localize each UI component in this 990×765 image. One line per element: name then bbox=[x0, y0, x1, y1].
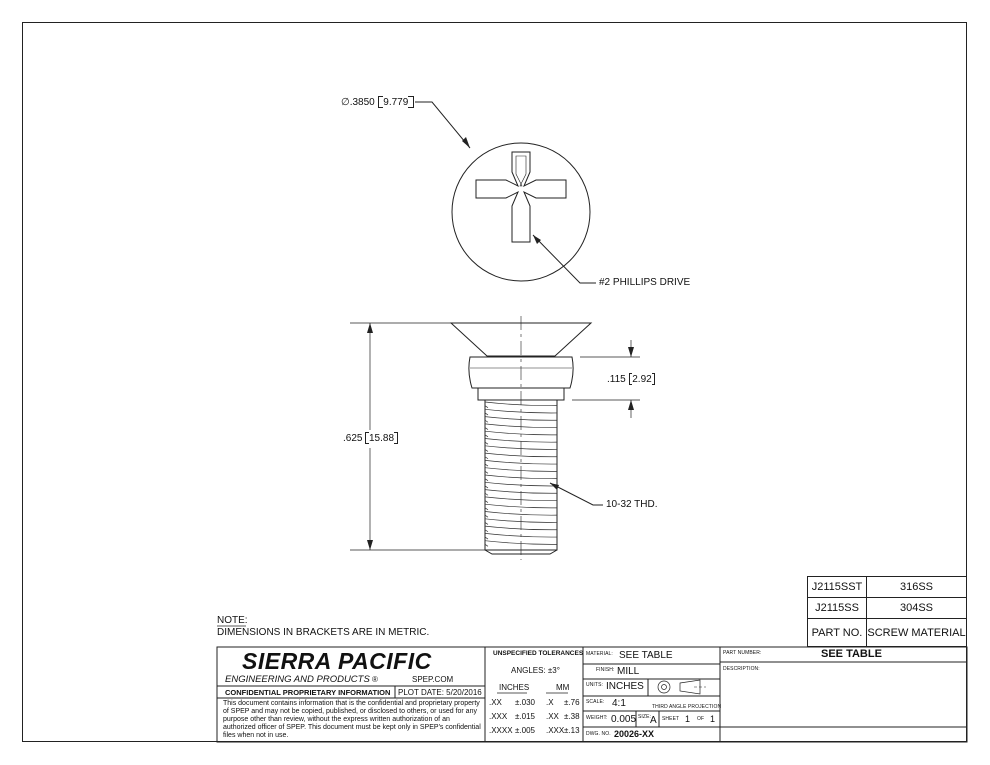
angles-tolerance: ANGLES: ±3° bbox=[511, 666, 560, 675]
size-label: SIZE: bbox=[638, 714, 652, 720]
head-diameter-label: ∅.3850 bbox=[341, 97, 375, 108]
tol-row-1-mm-val: ±.76 bbox=[564, 698, 580, 707]
confidential-heading: CONFIDENTIAL PROPRIETARY INFORMATION bbox=[225, 688, 391, 697]
drive-label: #2 PHILLIPS DRIVE bbox=[599, 277, 691, 288]
length-label: .625 bbox=[343, 433, 363, 444]
head-diameter-mm: 9.779 bbox=[383, 97, 409, 108]
note-heading: NOTE: bbox=[217, 615, 248, 626]
inches-heading: INCHES bbox=[499, 683, 530, 692]
note-text: DIMENSIONS IN BRACKETS ARE IN METRIC. bbox=[217, 627, 430, 638]
tol-row-2-mm-fmt: .XX bbox=[546, 712, 559, 721]
length-mm: 15.88 bbox=[368, 433, 395, 444]
projection-label: THIRD ANGLE PROJECTION bbox=[652, 704, 722, 710]
part-header-part: PART NO. bbox=[807, 618, 867, 647]
material-label: MATERIAL: bbox=[586, 651, 613, 657]
part-row-1-part: J2115SST bbox=[807, 576, 867, 598]
finish-value: MILL bbox=[617, 666, 640, 677]
thread-label: 10-32 THD. bbox=[606, 499, 658, 510]
tol-row-1-in-fmt: .XX bbox=[489, 698, 502, 707]
confidential-text: This document contains information that is the confidential and proprietary property of SPEP and may not be copied, published, or disclosed to others, or used for any purpose other than review, without the express written authorization of an authorized officer of SPEP. This document must be kept only in SPEP's confidential files when not in use. bbox=[223, 700, 481, 739]
dwg-value: 20026-XX bbox=[614, 729, 655, 739]
units-value: INCHES bbox=[606, 681, 644, 692]
tol-row-2-mm-val: ±.38 bbox=[564, 712, 580, 721]
of-value: 1 bbox=[710, 714, 716, 724]
tolerances-heading: UNSPECIFIED TOLERANCES bbox=[493, 650, 584, 657]
tol-row-2-in-val: ±.015 bbox=[515, 712, 535, 721]
part-number-label: PART NUMBER: bbox=[723, 650, 762, 656]
tol-row-1-mm-fmt: .X bbox=[546, 698, 554, 707]
part-row-2-material: 304SS bbox=[866, 597, 967, 619]
plot-date: PLOT DATE: 5/20/2016 bbox=[398, 688, 482, 697]
of-label: OF bbox=[697, 716, 705, 722]
size-value: A bbox=[650, 715, 657, 726]
company-website: SPEP.COM bbox=[412, 675, 454, 684]
company-subtitle-text: ENGINEERING AND PRODUCTS bbox=[225, 674, 370, 685]
units-label: UNITS: bbox=[586, 682, 603, 688]
dwg-label: DWG. NO. bbox=[586, 731, 611, 737]
tol-row-1-in-val: ±.030 bbox=[515, 698, 535, 707]
finish-label: FINISH: bbox=[596, 667, 615, 673]
tol-row-2-in-fmt: .XXX bbox=[489, 712, 508, 721]
part-row-1-material: 316SS bbox=[866, 576, 967, 598]
tol-row-3-in-val: ±.005 bbox=[515, 726, 535, 735]
sheet-label: SHEET bbox=[662, 716, 680, 722]
mm-heading: MM bbox=[556, 683, 570, 692]
company-name: SIERRA PACIFIC bbox=[242, 648, 432, 674]
tol-row-3-mm-fmt: .XXX bbox=[546, 726, 565, 735]
weight-label: WEIGHT: bbox=[586, 715, 608, 721]
head-height-mm: 2.92 bbox=[632, 374, 652, 385]
registered-mark: ® bbox=[371, 675, 378, 684]
part-row-2-part: J2115SS bbox=[807, 597, 867, 619]
scale-value: 4:1 bbox=[612, 698, 626, 709]
part-header-material: SCREW MATERIAL bbox=[866, 618, 967, 647]
company-subtitle bbox=[225, 674, 378, 685]
head-height-label: .115 bbox=[607, 374, 626, 385]
description-label: DESCRIPTION: bbox=[723, 666, 760, 672]
scale-label: SCALE: bbox=[586, 699, 605, 705]
tol-row-3-in-fmt: .XXXX bbox=[489, 726, 513, 735]
part-number-value: SEE TABLE bbox=[821, 648, 882, 660]
sheet-value: 1 bbox=[685, 714, 691, 724]
tol-row-3-mm-val: ±.13 bbox=[564, 726, 580, 735]
material-value: SEE TABLE bbox=[619, 650, 673, 661]
weight-value: 0.005 bbox=[611, 714, 637, 725]
